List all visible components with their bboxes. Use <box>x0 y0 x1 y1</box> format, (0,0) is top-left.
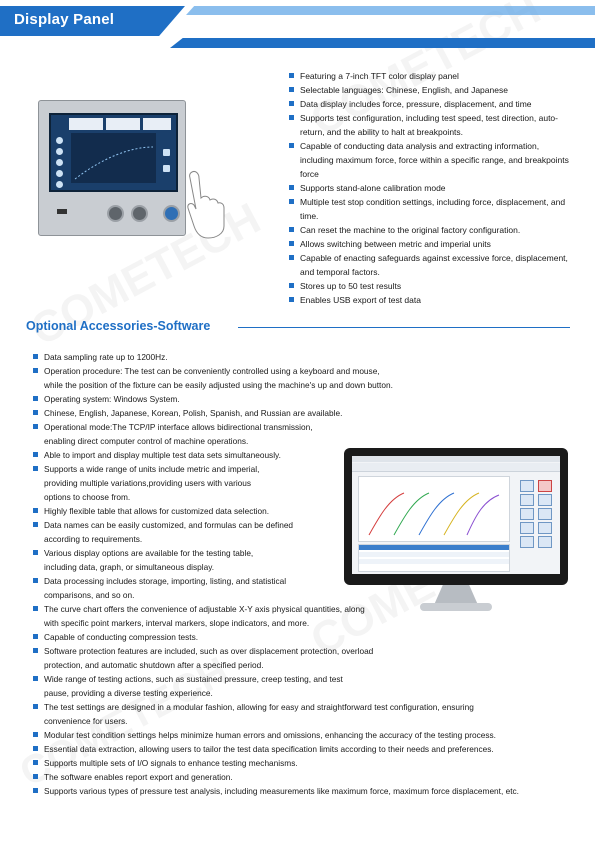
hand-pointer-icon <box>186 168 226 240</box>
list-item: Capable of enacting safeguards against excessive force, displacement, and temporal factors. <box>289 251 574 279</box>
panel-screen <box>49 113 178 192</box>
display-panel-device <box>38 100 186 236</box>
display-features-list <box>289 69 574 307</box>
list-item: Supports a wide range of units include metric and imperial, providing multiple variations,providing users with various options to choose from. <box>33 462 279 504</box>
list-item: Able to import and display multiple test data sets simultaneously. <box>33 448 334 462</box>
list-item: Supports test configuration, including test speed, test direction, auto-return, and the ability to halt at breakpoints. <box>289 111 574 139</box>
panel-knob <box>131 205 148 222</box>
list-item: Capable of conducting data analysis and extracting information, including maximum force, force within a specific range, and breakpoints force <box>289 139 574 181</box>
list-item: Software protection features are included, such as over displacement protection, overload protection, and automatic shutdown after a specified period. <box>33 644 374 672</box>
list-item: Enables USB export of test data <box>289 293 574 307</box>
panel-side-icon <box>56 137 63 144</box>
list-item: Featuring a 7-inch TFT color display panel <box>289 69 574 83</box>
list-item: Operational mode:The TCP/IP interface allows bidirectional transmission, enabling direct computer control of machine operations. <box>33 420 334 448</box>
panel-readout <box>143 118 171 130</box>
panel-side-icon <box>56 181 63 188</box>
software-features-list <box>33 350 583 798</box>
page-title: Display Panel <box>14 11 115 28</box>
list-item: Multiple test stop condition settings, including force, displacement, and time. <box>289 195 574 223</box>
header-stripe <box>170 38 595 48</box>
panel-curve <box>71 133 156 183</box>
list-item: Stores up to 50 test results <box>289 279 574 293</box>
panel-readout <box>106 118 140 130</box>
list-item: Wide range of testing actions, such as sustained pressure, creep testing, and test pause, providing a diverse testing experience. <box>33 672 344 700</box>
list-item: The software enables report export and generation. <box>33 770 583 784</box>
panel-readout <box>69 118 103 130</box>
list-item: Chinese, English, Japanese, Korean, Polish, Spanish, and Russian are available. <box>33 406 583 420</box>
list-item: Operating system: Windows System. <box>33 392 583 406</box>
list-item: Data names can be easily customized, and formulas can be defined according to requirements. <box>33 518 329 546</box>
list-item: Data display includes force, pressure, displacement, and time <box>289 97 574 111</box>
section-title: Optional Accessories-Software <box>26 319 211 333</box>
panel-side-icon <box>163 165 170 172</box>
panel-knob <box>163 205 180 222</box>
list-item: Supports various types of pressure test analysis, including measurements like maximum force, maximum force displacement, etc. <box>33 784 583 798</box>
list-item: Capable of conducting compression tests. <box>33 630 583 644</box>
usb-port-icon <box>57 209 67 214</box>
header-stripe-light <box>186 6 595 15</box>
list-item: Data processing includes storage, importing, listing, and statistical comparisons, and so on. <box>33 574 314 602</box>
list-item: Operation procedure: The test can be conveniently controlled using a keyboard and mouse, while the position of the fixture can be easily adjusted using the machine's up and down button. <box>33 364 399 392</box>
list-item: Selectable languages: Chinese, English, and Japanese <box>289 83 574 97</box>
panel-knob <box>107 205 124 222</box>
list-item: Data sampling rate up to 1200Hz. <box>33 350 583 364</box>
list-item: The test settings are designed in a modular fashion, allowing for easy and straightforward test configuration, ensuring convenience for users. <box>33 700 474 728</box>
list-item: Essential data extraction, allowing users to tailor the test data specification limits according to their needs and preferences. <box>33 742 583 756</box>
list-item: Supports multiple sets of I/O signals to enhance testing mechanisms. <box>33 756 583 770</box>
panel-side-icon <box>56 170 63 177</box>
panel-plot <box>71 133 156 183</box>
list-item: Supports stand-alone calibration mode <box>289 181 574 195</box>
list-item: The curve chart offers the convenience of adjustable X-Y axis physical quantities, along with specific point markers, interval markers, slope indicators, and more. <box>33 602 374 630</box>
list-item: Highly flexible table that allows for customized data selection. <box>33 504 334 518</box>
panel-side-icon <box>163 149 170 156</box>
panel-side-icon <box>56 159 63 166</box>
section-divider <box>238 327 570 328</box>
panel-side-icon <box>56 148 63 155</box>
list-item: Modular test condition settings helps minimize human errors and omissions, enhancing the accuracy of the testing process. <box>33 728 583 742</box>
list-item: Can reset the machine to the original factory configuration. <box>289 223 574 237</box>
list-item: Various display options are available for the testing table, including data, graph, or simultaneous display. <box>33 546 284 574</box>
list-item: Allows switching between metric and imperial units <box>289 237 574 251</box>
